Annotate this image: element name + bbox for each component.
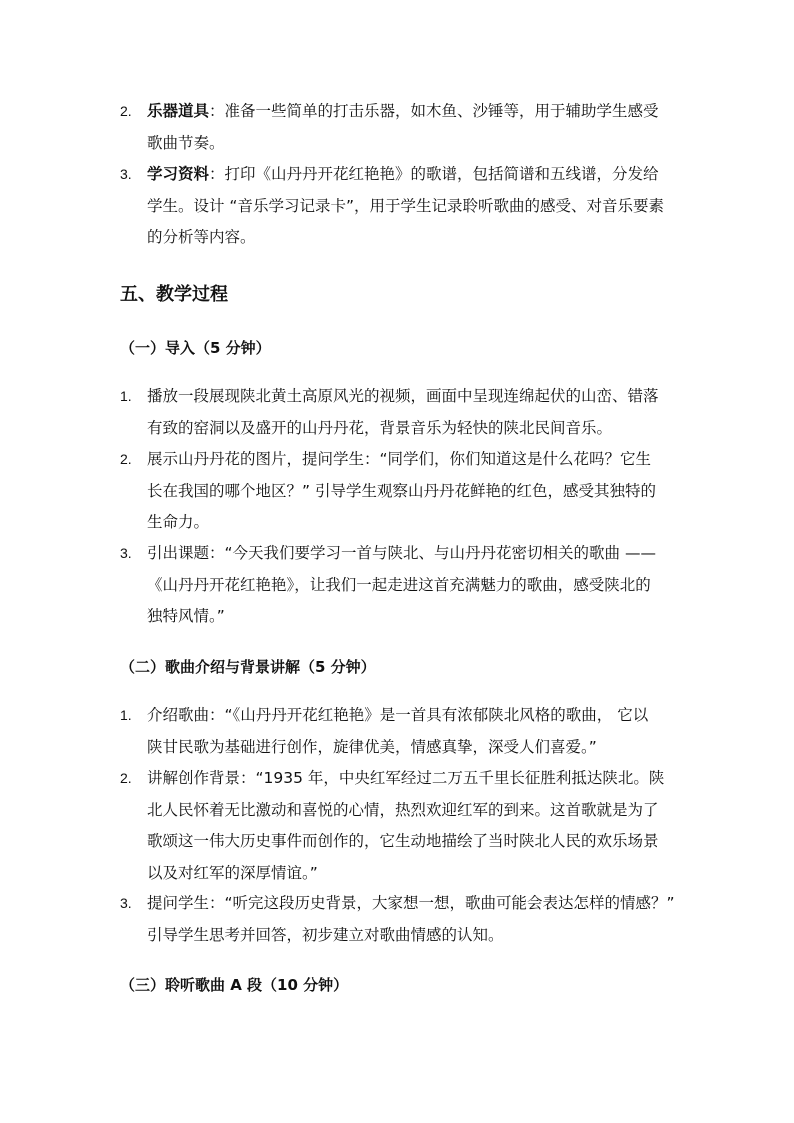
list-line: 播放一段展现陕北黄土高原风光的视频，画面中呈现连绵起伏的山峦、错落 bbox=[147, 387, 659, 405]
subsection-heading: （一）导入（5 分钟） bbox=[120, 339, 271, 357]
list-item bbox=[120, 763, 680, 889]
section-title: 五、教学过程 bbox=[120, 284, 228, 305]
list-item bbox=[120, 538, 680, 633]
list-number: 3. bbox=[120, 166, 132, 182]
list-line: 介绍歌曲：“《山丹丹开花红艳艳》是一首具有浓郁陕北风格的歌曲， 它以 bbox=[147, 706, 649, 724]
list-line: 提问学生：“听完这段历史背景，大家想一想，歌曲可能会表达怎样的情感？” bbox=[147, 894, 675, 912]
list-line: 北人民怀着无比激动和喜悦的心情，热烈欢迎红军的到来。这首歌就是为了 bbox=[147, 800, 659, 819]
list-line: 独特风情。” bbox=[147, 607, 225, 625]
list-text: ：打印《山丹丹开花红艳艳》的歌谱，包括简谱和五线谱，分发给 bbox=[209, 165, 659, 183]
list-line: 以及对红军的深厚情谊。” bbox=[147, 863, 318, 882]
list-line bbox=[120, 159, 680, 191]
list-line: 展示山丹丹花的图片，提问学生：“同学们，你们知道这是什么花吗？它生 bbox=[147, 450, 652, 468]
list-line: 学生。设计 “音乐学习记录卡”，用于学生记录聆听歌曲的感受、对音乐要素 bbox=[147, 196, 664, 215]
list-line bbox=[120, 96, 680, 128]
list-item-label: 乐器道具 bbox=[147, 102, 210, 120]
list-line: 讲解创作背景：“1935 年，中央红军经过二万五千里长征胜利抵达陕北。陕 bbox=[147, 769, 665, 787]
list-item-label: 学习资料 bbox=[147, 165, 210, 183]
list-number: 3. bbox=[120, 895, 132, 911]
list-number: 2. bbox=[120, 103, 132, 119]
list-number: 1. bbox=[120, 388, 132, 404]
list-line: 引导学生思考并回答，初步建立对歌曲情感的认知。 bbox=[147, 925, 504, 944]
list-item bbox=[120, 96, 680, 159]
list-line: 歌曲节奏。 bbox=[147, 133, 225, 152]
list-line: 的分析等内容。 bbox=[147, 228, 256, 246]
list-text: ：准备一些简单的打击乐器，如木鱼、沙锤等，用于辅助学生感受 bbox=[209, 102, 659, 120]
list-number: 2. bbox=[120, 770, 132, 786]
list-line: 有致的窑洞以及盛开的山丹丹花，背景音乐为轻快的陕北民间音乐。 bbox=[147, 418, 613, 437]
list-line: 陕甘民歌为基础进行创作，旋律优美，情感真挚，深受人们喜爱。” bbox=[147, 737, 597, 756]
list-line: 歌颂这一伟大历史事件而创作的，它生动地描绘了当时陕北人民的欢乐场景 bbox=[147, 832, 659, 850]
list-item bbox=[120, 700, 680, 763]
list-item bbox=[120, 888, 680, 951]
list-number: 1. bbox=[120, 707, 132, 723]
list-item bbox=[120, 444, 680, 539]
list-number: 2. bbox=[120, 451, 132, 467]
list-line: 生命力。 bbox=[147, 513, 210, 531]
list-line: 长在我国的哪个地区？” 引导学生观察山丹丹花鲜艳的红色，感受其独特的 bbox=[147, 481, 656, 500]
list-line: 《山丹丹开花红艳艳》，让我们一起走进这首充满魅力的歌曲，感受陕北的 bbox=[147, 575, 651, 594]
list-number: 3. bbox=[120, 545, 132, 561]
list-item bbox=[120, 159, 680, 254]
list-item bbox=[120, 381, 680, 444]
subsection-heading: （二）歌曲介绍与背景讲解（5 分钟） bbox=[120, 658, 376, 676]
subsection-heading: （三）聆听歌曲 A 段（10 分钟） bbox=[120, 976, 349, 994]
list-line: 引出课题：“今天我们要学习一首与陕北、与山丹丹花密切相关的歌曲 —— bbox=[147, 544, 656, 562]
